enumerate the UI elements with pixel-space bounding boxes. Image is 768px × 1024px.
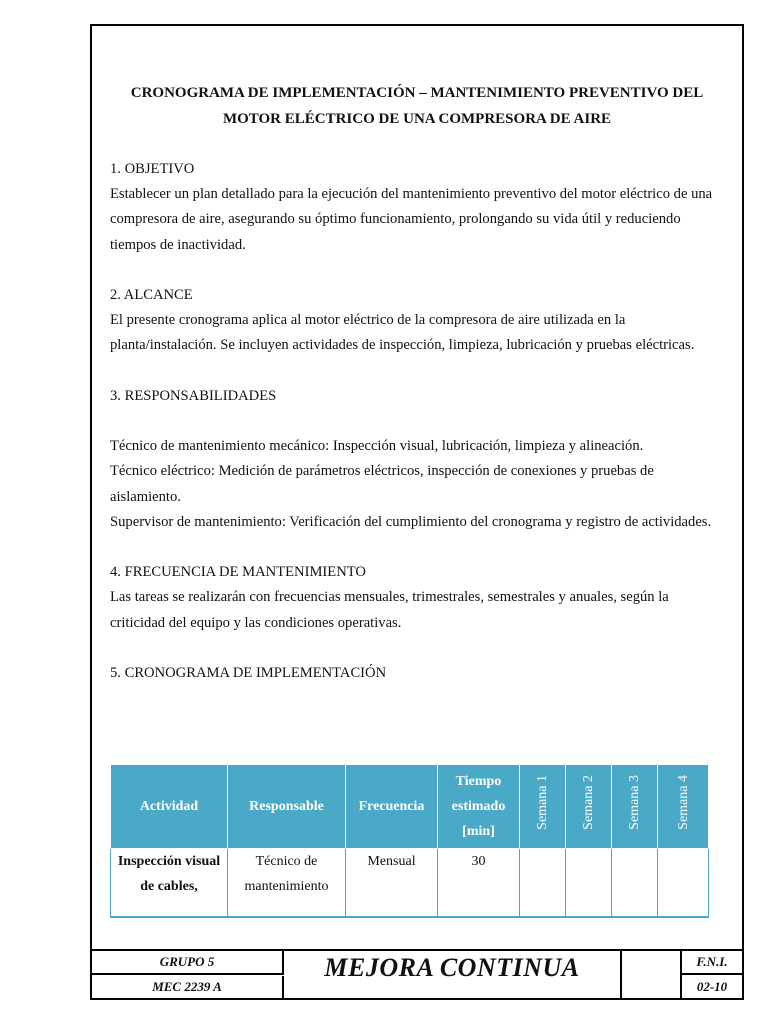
header-semana-3: Semana 3 [612,765,658,849]
footer-page-code: 02-10 [696,979,728,994]
footer-faculty: F.N.I. [682,951,742,975]
document-title [92,80,742,132]
responsabilidad-item-2: Técnico eléctrico: Medición de parámetros eléctricos, inspección de conexiones y pruebas de aislamiento. [110,463,654,505]
schedule-table [110,764,709,918]
cell-frecuencia: Mensual [346,849,438,917]
cell-tiempo: 30 [438,849,520,917]
cell-semana-2 [566,849,612,917]
footer-course: MEC 2239 A [92,976,284,998]
responsabilidad-item-1: Técnico de mantenimiento mecánico: Inspección visual, lubricación, limpieza y alineación. [110,438,644,455]
document-body [110,157,726,686]
cell-semana-4 [658,849,709,917]
cell-semana-1 [520,849,566,917]
header-semana-1: Semana 1 [520,765,566,849]
cell-responsable: Técnico de mantenimiento [228,849,346,917]
section-heading-alcance: 2. ALCANCE [110,287,193,303]
section-text-alcance: El presente cronograma aplica al motor eléctrico de la compresora de aire utilizada en la planta/instalación. Se incluyen actividades de inspección, limpieza, lubricación y pruebas eléctricas. [110,312,695,354]
cell-actividad: Inspección visual de cables, [111,849,228,917]
table-header-row [111,765,709,849]
section-heading-responsabilidades: 3. RESPONSABILIDADES [110,387,277,404]
header-semana-2: Semana 2 [566,765,612,849]
header-actividad: Actividad [111,765,228,849]
footer-blank-cell [622,951,682,998]
header-frecuencia: Frecuencia [346,765,438,849]
title-line-1: CRONOGRAMA DE IMPLEMENTACIÓN – MANTENIMIENTO PREVENTIVO DEL [130,85,704,101]
header-tiempo: Tiempo estimado [min] [438,765,520,849]
section-text-frecuencia: Las tareas se realizarán con frecuencias mensuales, trimestrales, semestrales y anuales, según la criticidad del equipo y las condiciones operativas. [110,589,669,631]
table-row [111,849,709,917]
section-heading-cronograma: 5. CRONOGRAMA DE IMPLEMENTACIÓN [110,664,387,681]
responsabilidad-item-3: Supervisor de mantenimiento: Verificación del cumplimiento del cronograma y registro de actividades. [110,513,712,530]
header-semana-4: Semana 4 [658,765,709,849]
footer-group: GRUPO 5 [92,951,284,975]
title-line-2: MOTOR ELÉCTRICO DE UNA COMPRESORA DE AIRE [222,111,612,127]
document-footer [90,949,744,1000]
section-heading-frecuencia: 4. FRECUENCIA DE MANTENIMIENTO [110,564,366,581]
section-text-objetivo: Establecer un plan detallado para la ejecución del mantenimiento preventivo del motor eléctrico de una compresora de aire, asegurando su óptimo funcionamiento, prolongando su vida útil y reduciendo tiempos de inactividad. [110,186,713,253]
footer-subject: MEJORA CONTINUA [284,951,622,998]
cell-semana-3 [612,849,658,917]
section-heading-objetivo: 1. OBJETIVO [110,161,195,177]
header-responsable: Responsable [228,765,346,849]
